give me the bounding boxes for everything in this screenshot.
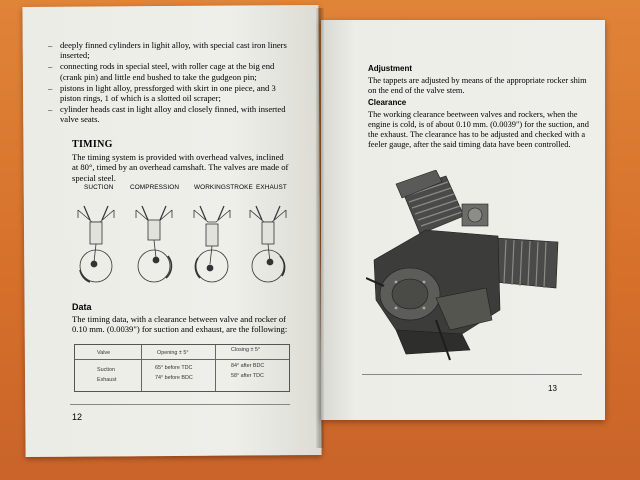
engine-diagram-exhaust	[250, 206, 286, 282]
table-header-closing: Closing ± 5°	[231, 347, 261, 353]
engine-photo	[366, 170, 566, 364]
label-compression: COMPRESSION	[130, 184, 180, 191]
data-paragraph: The timing data, with a clearance between valve and rocker of 0.10 mm. (0.0039") for suction and exhaust, are the following:	[72, 314, 288, 335]
page-number-left: 12	[72, 412, 83, 422]
label-workingstroke: WORKINGSTROKE	[194, 184, 253, 191]
list-item: – pistons in light alloy, pressforged with skirt in one piece, and 3 piston rings, 1 of which is a slotted oil scraper;	[48, 82, 276, 104]
adjustment-heading: Adjustment	[368, 64, 412, 73]
adjustment-paragraph: The tappets are adjusted by means of the appropriate rocker shim on the end of the valve stem.	[368, 76, 587, 95]
label-exhaust: EXHAUST	[256, 184, 287, 191]
clearance-heading: Clearance	[368, 98, 407, 107]
table-cell-closing-1: 58° after TDC	[231, 373, 264, 379]
stroke-labels	[82, 184, 292, 194]
list-item: – deeply finned cylinders in lighit alloy, with special cast iron liners inserted;	[48, 40, 287, 61]
table-cell-valve-0: Suction	[97, 367, 115, 373]
table-cell-valve-1: Exhaust	[97, 377, 117, 383]
table-cell-opening-1: 74° before BDC	[155, 375, 193, 381]
timing-data-table	[74, 344, 290, 392]
book-gutter	[316, 8, 324, 448]
footer-rule-right	[362, 374, 582, 375]
label-suction: SUCTION	[84, 184, 114, 191]
timing-paragraph: The timing system is provided with overhead valves, inclined at 80°, timed by an overhead camshaft. The valves are made of special steel.	[72, 152, 289, 183]
four-stroke-diagrams	[70, 196, 292, 288]
table-cell-opening-0: 65° before TDC	[155, 365, 193, 371]
table-cell-closing-0: 84° after BDC	[231, 363, 265, 369]
engine-diagram-compression	[136, 206, 172, 282]
engine-diagram-suction	[78, 206, 114, 282]
engine-diagram-workingstroke	[194, 206, 230, 282]
data-heading: Data	[72, 302, 92, 312]
feature-list	[48, 40, 292, 126]
list-item: – connecting rods in special steel, with roller cage at the big end (crank pin) and little end bushed to take the gudgeon pin;	[48, 61, 275, 82]
clearance-paragraph: The working clearance beetween valves and rockers, when the engine is cold, is of about 0.10 mm. (0.0039") for the suction, and the exhaust. The clearance has to be adjusted and checked with a feeler gauge, after the said timing data have been controlled.	[368, 110, 589, 149]
table-header-valve: Valve	[97, 350, 111, 356]
timing-heading: TIMING	[72, 139, 113, 150]
list-item: – cylinder heads cast in light alloy and closely finned, with inserted valve seats.	[48, 104, 286, 125]
page-number-right: 13	[548, 384, 557, 393]
footer-rule-left	[70, 404, 290, 405]
table-header-opening: Opening ± 5°	[157, 350, 189, 356]
